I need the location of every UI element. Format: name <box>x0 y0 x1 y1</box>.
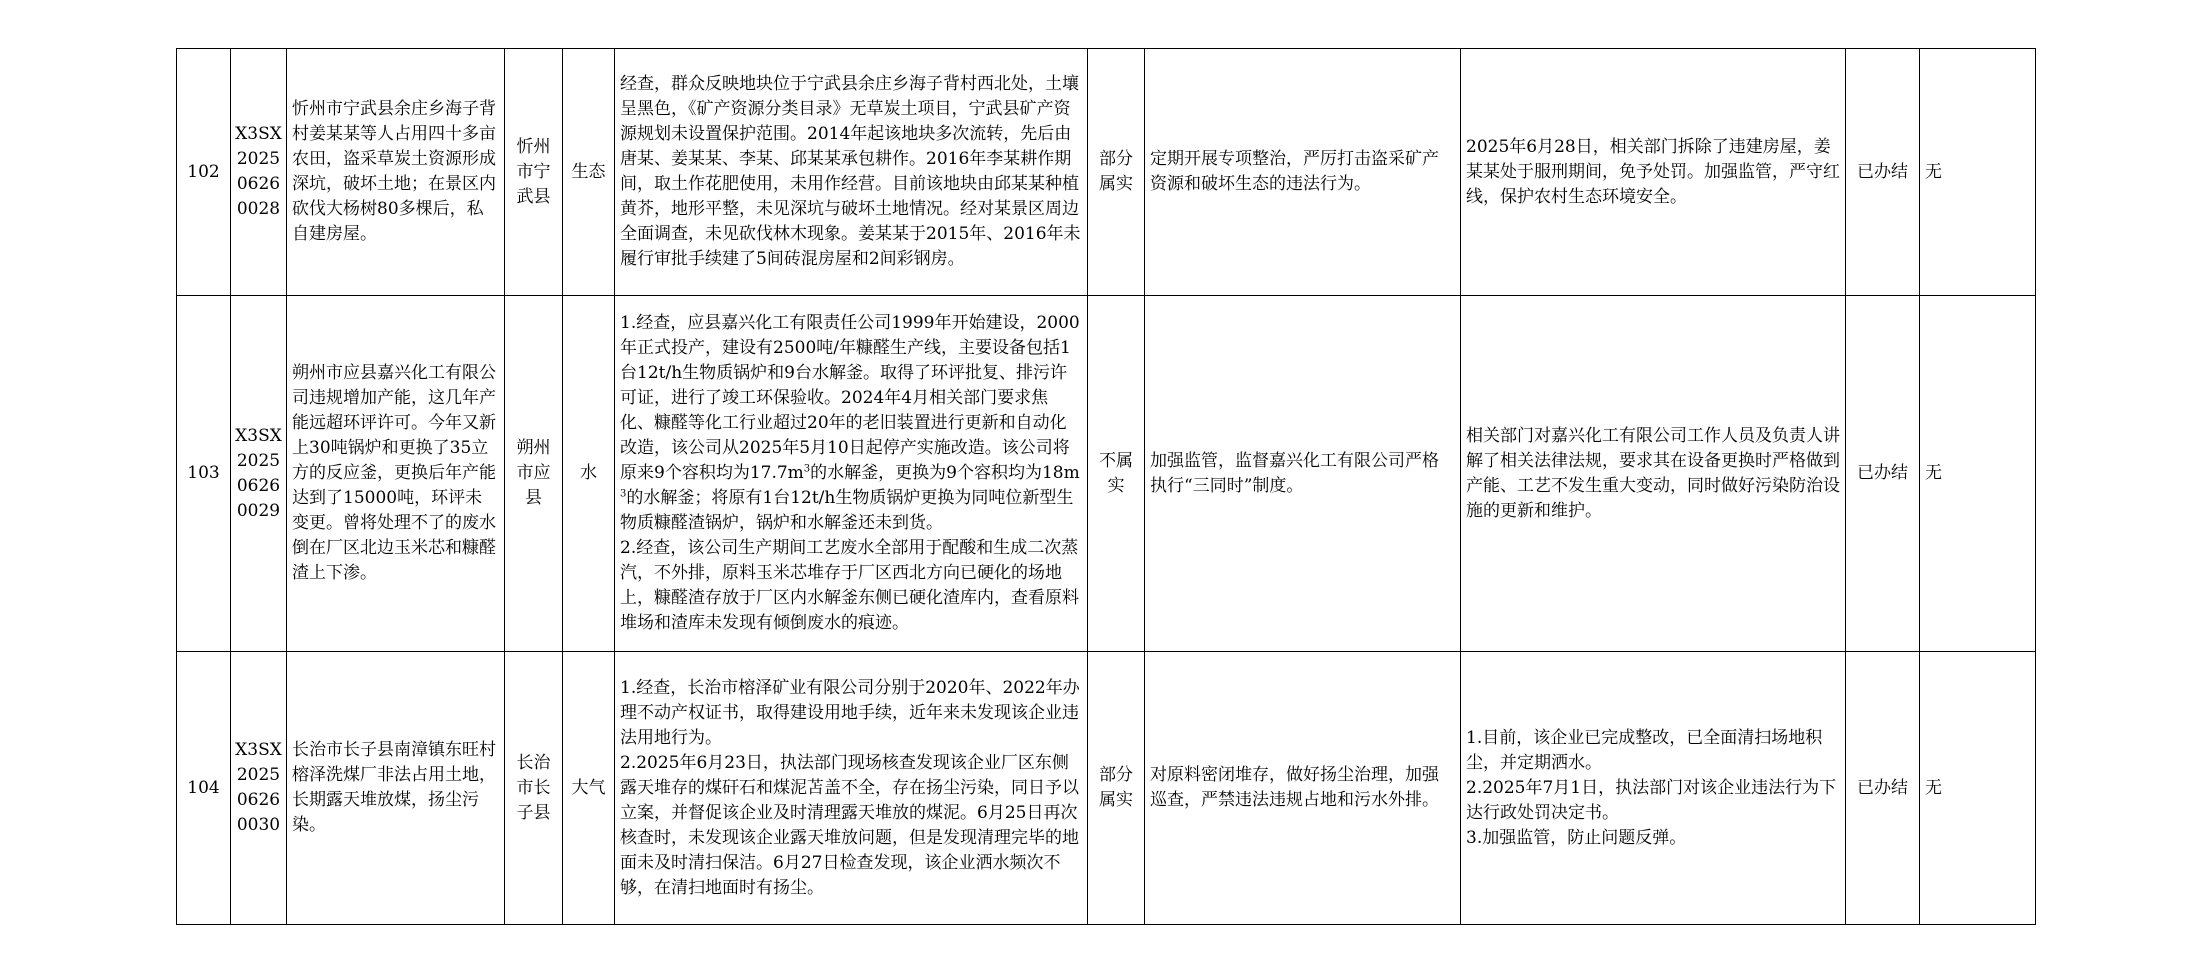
verdict: 部分属实 <box>1088 652 1145 925</box>
case-code: X3SX202506260029 <box>231 296 287 652</box>
status: 已办结 <box>1846 49 1920 296</box>
outcome-paragraph: 2025年6月28日，相关部门拆除了违建房屋，姜某某处于服刑期间，免予处罚。加强监管，严守红线，保护农村生态环境安全。 <box>1466 136 1840 207</box>
rectification-measure: 定期开展专项整治，严厉打击盗采矿产资源和破坏生态的违法行为。 <box>1145 49 1461 296</box>
complaint-content: 忻州市宁武县余庄乡海子背村姜某某等人占用四十多亩农田，盗采草炭土资源形成深坑，破坏土地；在景区内砍伐大杨树80多棵后，私自建房屋。 <box>287 49 505 296</box>
investigation-result <box>615 652 1088 925</box>
region: 忻州市宁武县 <box>505 49 563 296</box>
investigation-paragraph: 1.经查，应县嘉兴化工有限责任公司1999年开始建设，2000年正式投产，建设有2500吨/年糠醛生产线，主要设备包括1台12t/h生物质锅炉和9台水解釜。取得了环评批复、排污许可证，进行了竣工环保验收。2024年4月相关部门要求焦化、糠醛等化工行业超过20年的老旧装置进行更新和自动化改造，该公司从2025年5月10日起停产实施改造。该公司将原来9个容积均为$17.7m^3$的水解釜，更换为9个容积均为$18m^3$的水解釜；将原有1台12t/h生物质锅炉更换为同吨位新型生物质糠醛渣锅炉，锅炉和水解釜还未到货。 <box>620 313 1080 533</box>
handling-outcome <box>1461 49 1846 296</box>
complaint-content: 长治市长子县南漳镇东旺村榕泽洗煤厂非法占用土地，长期露天堆放煤，扬尘污染。 <box>287 652 505 925</box>
row-number: 103 <box>177 296 231 652</box>
accountability: 无 <box>1920 652 2036 925</box>
status: 已办结 <box>1846 652 1920 925</box>
investigation-result <box>615 49 1088 296</box>
outcome-paragraph: 相关部门对嘉兴化工有限公司工作人员及负责人讲解了相关法律法规，要求其在设备更换时严格做到产能、工艺不发生重大变动，同时做好污染防治设施的更新和维护。 <box>1466 425 1840 521</box>
accountability: 无 <box>1920 296 2036 652</box>
rectification-measure: 对原料密闭堆存，做好扬尘治理，加强巡查，严禁违法违规占地和污水外排。 <box>1145 652 1461 925</box>
handling-outcome <box>1461 296 1846 652</box>
region: 朔州市应县 <box>505 296 563 652</box>
table-row <box>177 49 2036 296</box>
investigation-paragraph: 2.经查，该公司生产期间工艺废水全部用于配酸和生成二次蒸汽，不外排，原料玉米芯堆存于厂区西北方向已硬化的场地上，糠醛渣存放于厂区内水解釜东侧已硬化渣库内，查看原料堆场和渣库未发现有倾倒废水的痕迹。 <box>620 538 1079 633</box>
verdict: 不属实 <box>1088 296 1145 652</box>
handling-outcome <box>1461 652 1846 925</box>
outcome-paragraph: 2.2025年7月1日，执法部门对该企业违法行为下达行政处罚决定书。 <box>1466 777 1837 823</box>
verdict: 部分属实 <box>1088 49 1145 296</box>
row-number: 104 <box>177 652 231 925</box>
table-row <box>177 652 2036 925</box>
investigation-paragraph: 1.经查，长治市榕泽矿业有限公司分别于2020年、2022年办理不动产权证书，取得建设用地手续，近年来未发现该企业违法用地行为。 <box>620 677 1080 748</box>
outcome-paragraph: 3.加强监管，防止问题反弹。 <box>1466 827 1687 848</box>
case-code: X3SX202506260028 <box>231 49 287 296</box>
complaint-content: 朔州市应县嘉兴化工有限公司违规增加产能，这几年产能远超环评许可。今年又新上30吨锅炉和更换了35立方的反应釜，更换后年产能达到了15000吨，环评未变更。曾将处理不了的废水倒在厂区北边玉米芯和糠醛渣上下渗。 <box>287 296 505 652</box>
pollution-type: 大气 <box>563 652 615 925</box>
investigation-paragraph: 2.2025年6月23日，执法部门现场核查发现该企业厂区东侧露天堆存的煤矸石和煤泥苫盖不全，存在扬尘污染，同日予以立案，并督促该企业及时清理露天堆放的煤泥。6月25日再次核查时，未发现该企业露天堆放问题，但是发现清理完毕的地面未及时清扫保洁。6月27日检查发现，该企业洒水频次不够，在清扫地面时有扬尘。 <box>620 752 1079 898</box>
region: 长治市长子县 <box>505 652 563 925</box>
investigation-paragraph: 经查，群众反映地块位于宁武县余庄乡海子背村西北处，土壤呈黑色，《矿产资源分类目录》无草炭土项目，宁武县矿产资源规划未设置保护范围。2014年起该地块多次流转，先后由唐某、姜某某、李某、邱某某承包耕作。2016年李某耕作期间，取土作花肥使用，未用作经营。目前该地块由邱某某种植黄芥，地形平整，未见深坑与破坏土地情况。经对某景区周边全面调查，未见砍伐林木现象。姜某某于2015年、2016年未履行审批手续建了5间砖混房屋和2间彩钢房。 <box>620 74 1081 269</box>
accountability: 无 <box>1920 49 2036 296</box>
case-code: X3SX202506260030 <box>231 652 287 925</box>
row-number: 102 <box>177 49 231 296</box>
pollution-type: 生态 <box>563 49 615 296</box>
pollution-type: 水 <box>563 296 615 652</box>
case-table <box>176 48 2036 925</box>
outcome-paragraph: 1.目前，该企业已完成整改，已全面清扫场地积尘，并定期洒水。 <box>1466 727 1823 773</box>
investigation-result <box>615 296 1088 652</box>
table-row <box>177 296 2036 652</box>
rectification-measure: 加强监管，监督嘉兴化工有限公司严格执行“三同时”制度。 <box>1145 296 1461 652</box>
status: 已办结 <box>1846 296 1920 652</box>
